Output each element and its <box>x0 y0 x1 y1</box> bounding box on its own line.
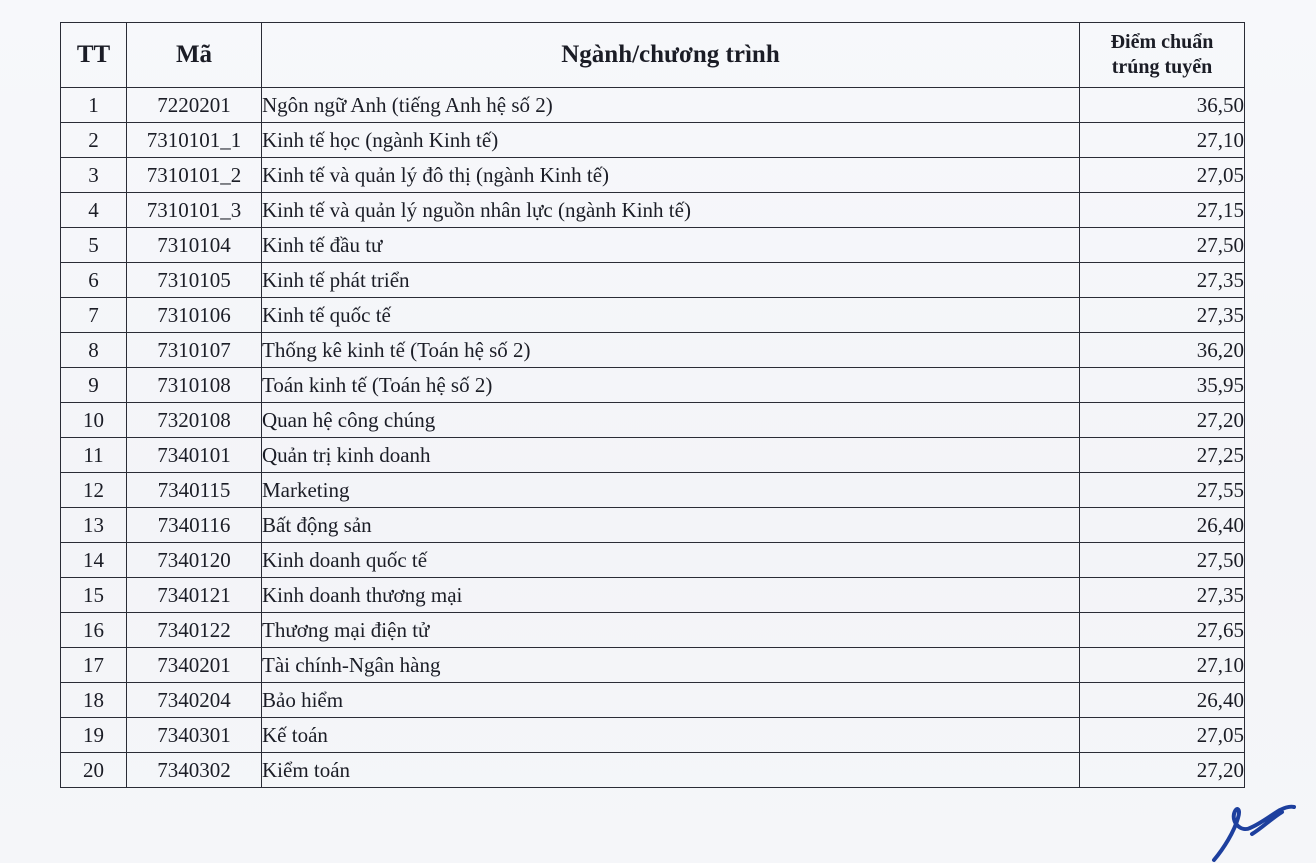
row-tt-cell: 6 <box>61 263 127 298</box>
row-code-cell: 7310101_2 <box>127 158 262 193</box>
table-row <box>61 368 1245 403</box>
row-program-cell: Marketing <box>262 473 1080 508</box>
row-score-cell: 27,10 <box>1080 648 1245 683</box>
row-code-cell: 7340301 <box>127 718 262 753</box>
row-tt-cell: 2 <box>61 123 127 158</box>
table-row <box>61 193 1245 228</box>
row-program-cell: Kinh tế học (ngành Kinh tế) <box>262 123 1080 158</box>
header-score-line2: trúng tuyển <box>1111 56 1213 78</box>
row-program-cell: Kinh doanh thương mại <box>262 578 1080 613</box>
table-row <box>61 333 1245 368</box>
admission-score-table <box>60 22 1245 788</box>
row-tt-cell: 1 <box>61 88 127 123</box>
row-score-cell: 27,50 <box>1080 543 1245 578</box>
table-row <box>61 613 1245 648</box>
row-tt-cell: 15 <box>61 578 127 613</box>
row-score-cell: 27,15 <box>1080 193 1245 228</box>
row-code-cell: 7310106 <box>127 298 262 333</box>
row-code-cell: 7340120 <box>127 543 262 578</box>
row-tt-cell: 13 <box>61 508 127 543</box>
row-code-cell: 7340204 <box>127 683 262 718</box>
row-code-cell: 7340302 <box>127 753 262 788</box>
row-program-cell: Tài chính-Ngân hàng <box>262 648 1080 683</box>
row-tt-cell: 9 <box>61 368 127 403</box>
row-program-cell: Bất động sản <box>262 508 1080 543</box>
row-tt-cell: 10 <box>61 403 127 438</box>
row-score-cell: 27,50 <box>1080 228 1245 263</box>
row-program-cell: Kinh doanh quốc tế <box>262 543 1080 578</box>
row-score-cell: 27,35 <box>1080 263 1245 298</box>
row-program-cell: Thương mại điện tử <box>262 613 1080 648</box>
table-row <box>61 473 1245 508</box>
row-score-cell: 36,50 <box>1080 88 1245 123</box>
row-program-cell: Kinh tế và quản lý đô thị (ngành Kinh tế) <box>262 158 1080 193</box>
table-row <box>61 683 1245 718</box>
table-row <box>61 228 1245 263</box>
row-tt-cell: 4 <box>61 193 127 228</box>
row-program-cell: Kinh tế và quản lý nguồn nhân lực (ngành Kinh tế) <box>262 193 1080 228</box>
row-tt-cell: 20 <box>61 753 127 788</box>
table-row <box>61 403 1245 438</box>
row-code-cell: 7340122 <box>127 613 262 648</box>
row-code-cell: 7310101_3 <box>127 193 262 228</box>
row-code-cell: 7340101 <box>127 438 262 473</box>
row-score-cell: 27,20 <box>1080 403 1245 438</box>
table-row <box>61 88 1245 123</box>
row-score-cell: 27,05 <box>1080 158 1245 193</box>
row-tt-cell: 16 <box>61 613 127 648</box>
row-score-cell: 35,95 <box>1080 368 1245 403</box>
row-program-cell: Kinh tế phát triển <box>262 263 1080 298</box>
row-code-cell: 7310107 <box>127 333 262 368</box>
row-code-cell: 7220201 <box>127 88 262 123</box>
signature-mark <box>1208 798 1308 863</box>
row-program-cell: Kế toán <box>262 718 1080 753</box>
header-program: Ngành/chương trình <box>262 23 1080 88</box>
row-score-cell: 26,40 <box>1080 508 1245 543</box>
table-row <box>61 718 1245 753</box>
table-row <box>61 508 1245 543</box>
row-tt-cell: 17 <box>61 648 127 683</box>
row-program-cell: Bảo hiểm <box>262 683 1080 718</box>
row-score-cell: 27,25 <box>1080 438 1245 473</box>
row-tt-cell: 12 <box>61 473 127 508</box>
row-program-cell: Ngôn ngữ Anh (tiếng Anh hệ số 2) <box>262 88 1080 123</box>
row-score-cell: 27,10 <box>1080 123 1245 158</box>
row-program-cell: Kiểm toán <box>262 753 1080 788</box>
row-score-cell: 27,05 <box>1080 718 1245 753</box>
row-score-cell: 27,65 <box>1080 613 1245 648</box>
table-row <box>61 543 1245 578</box>
row-program-cell: Thống kê kinh tế (Toán hệ số 2) <box>262 333 1080 368</box>
row-program-cell: Kinh tế đầu tư <box>262 228 1080 263</box>
row-code-cell: 7340121 <box>127 578 262 613</box>
row-tt-cell: 8 <box>61 333 127 368</box>
row-score-cell: 36,20 <box>1080 333 1245 368</box>
row-code-cell: 7340201 <box>127 648 262 683</box>
row-program-cell: Quan hệ công chúng <box>262 403 1080 438</box>
table-body <box>61 88 1245 788</box>
table-row <box>61 753 1245 788</box>
table-row <box>61 298 1245 333</box>
row-code-cell: 7320108 <box>127 403 262 438</box>
header-score-line1: Điểm chuẩn <box>1110 31 1214 53</box>
table-row <box>61 578 1245 613</box>
row-tt-cell: 5 <box>61 228 127 263</box>
table-row <box>61 263 1245 298</box>
row-code-cell: 7340116 <box>127 508 262 543</box>
row-program-cell: Toán kinh tế (Toán hệ số 2) <box>262 368 1080 403</box>
row-score-cell: 26,40 <box>1080 683 1245 718</box>
row-tt-cell: 11 <box>61 438 127 473</box>
row-score-cell: 27,35 <box>1080 578 1245 613</box>
table-row <box>61 123 1245 158</box>
header-score <box>1080 23 1245 88</box>
row-score-cell: 27,35 <box>1080 298 1245 333</box>
table-header-row <box>61 23 1245 88</box>
table-row <box>61 158 1245 193</box>
header-code: Mã <box>127 23 262 88</box>
row-tt-cell: 14 <box>61 543 127 578</box>
row-program-cell: Kinh tế quốc tế <box>262 298 1080 333</box>
row-code-cell: 7310104 <box>127 228 262 263</box>
row-code-cell: 7310101_1 <box>127 123 262 158</box>
row-tt-cell: 7 <box>61 298 127 333</box>
row-tt-cell: 3 <box>61 158 127 193</box>
row-tt-cell: 19 <box>61 718 127 753</box>
row-code-cell: 7310105 <box>127 263 262 298</box>
row-program-cell: Quản trị kinh doanh <box>262 438 1080 473</box>
row-code-cell: 7340115 <box>127 473 262 508</box>
row-score-cell: 27,20 <box>1080 753 1245 788</box>
row-code-cell: 7310108 <box>127 368 262 403</box>
table-row <box>61 438 1245 473</box>
table-row <box>61 648 1245 683</box>
row-score-cell: 27,55 <box>1080 473 1245 508</box>
row-tt-cell: 18 <box>61 683 127 718</box>
header-tt: TT <box>61 23 127 88</box>
